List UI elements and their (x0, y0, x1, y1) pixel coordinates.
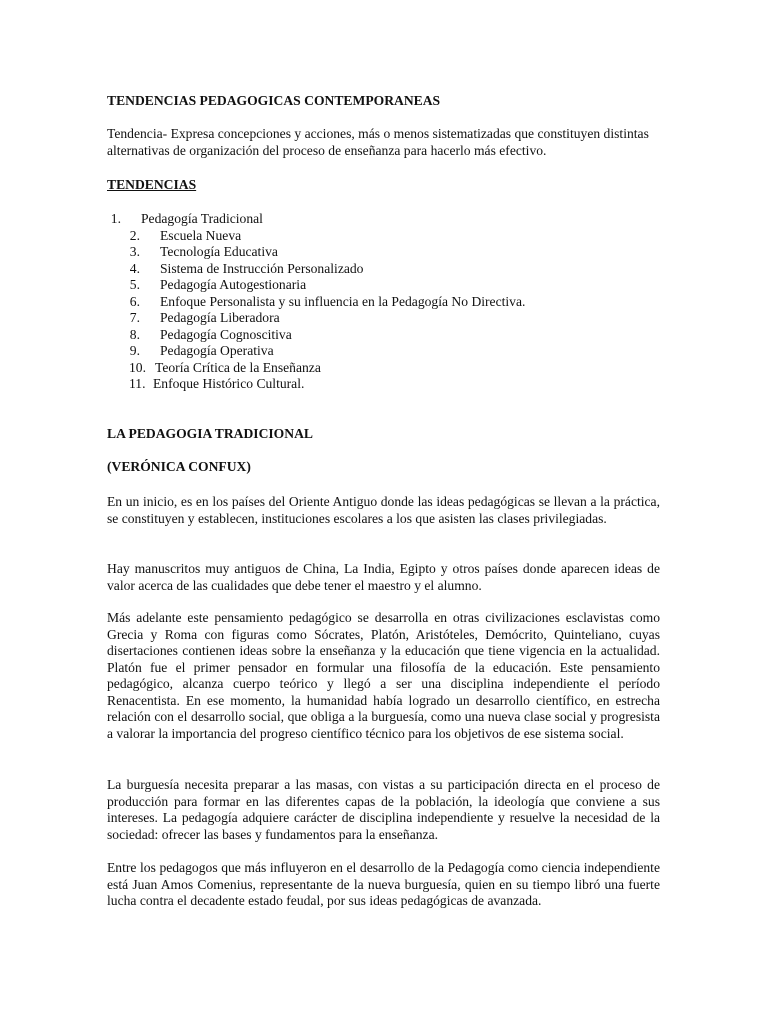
list-item-number: 11. (129, 376, 146, 391)
list-item-number: 10. (129, 359, 146, 375)
list-item-label: Pedagogía Autogestionaria (160, 277, 307, 292)
list-item (107, 343, 660, 360)
list-item-number: 5. (129, 277, 140, 292)
list-item-label: Pedagogía Tradicional (141, 211, 263, 226)
list-item (107, 228, 660, 245)
paragraph-4: La burguesía necesita preparar a las masas, con vistas a su participación directa en el proceso de producción para formar en las diferentes capas de la población, la ideología que conviene a sus intereses. La pedagogía adquiere carácter de disciplina independiente y resuelve la necesidad de la sociedad: ofrecer las bases y fundamentos para la enseñanza. (107, 777, 660, 842)
list-item (107, 327, 660, 344)
list-item (107, 244, 660, 261)
list-item-number: 6. (129, 293, 140, 309)
list-item-label: Sistema de Instrucción Personalizado (160, 260, 364, 276)
list-item-number: 9. (129, 343, 140, 358)
list-item-number: 3. (129, 244, 140, 259)
paragraph-5: Entre los pedagogos que más influyeron en el desarrollo de la Pedagogía como ciencia independiente está Juan Amos Comenius, representante de la nueva burguesía, quien en su tiempo libró una fuerte lucha contra el decadente estado feudal, por sus ideas pedagógicas de avanzada. (107, 860, 660, 908)
list-item-number: 7. (129, 310, 140, 325)
document-title: TENDENCIAS PEDAGOGICAS CONTEMPORANEAS (107, 93, 441, 108)
tendencias-list (107, 211, 660, 393)
list-item-label: Tecnología Educativa (160, 244, 278, 259)
list-item (107, 211, 660, 228)
list-item (107, 277, 660, 294)
list-item-label: Pedagogía Liberadora (160, 310, 280, 325)
list-item-number: 4. (129, 260, 140, 276)
list-item (107, 261, 660, 278)
list-item-number: 8. (129, 326, 140, 342)
list-item (107, 360, 660, 377)
list-item-label: Enfoque Personalista y su influencia en la Pedagogía No Directiva. (160, 293, 526, 309)
section-title: LA PEDAGOGIA TRADICIONAL (107, 426, 313, 441)
list-item (107, 376, 660, 393)
tendencias-heading: TENDENCIAS (107, 177, 197, 192)
list-item-number: 2. (129, 227, 140, 243)
list-item-number: 1. (110, 211, 121, 226)
list-item-label: Pedagogía Cognoscitiva (160, 326, 292, 342)
definition-paragraph: Tendencia- Expresa concepciones y acciones, más o menos sistematizadas que constituyen distintas alternativas de organización del proceso de enseñanza para hacerlo más efectivo. (107, 126, 649, 158)
paragraph-3: Más adelante este pensamiento pedagógico se desarrolla en otras civilizaciones esclavistas como Grecia y Roma con figuras como Sócrates, Platón, Aristóteles, Demócrito, Quinteliano, cuyas disertaciones contienen ideas sobre la enseñanza y la educación que tiene vigencia en la actualidad. Platón fue el primer pensador en formular una filosofía de la educación. Este pensamiento pedagógico, alcanza cuerpo teórico y llegó a ser una disciplina independiente el período Renacentista. En ese momento, la humanidad había logrado un desarrollo científico, en estrecha relación con el desarrollo social, que obliga a la burguesía, como una nueva clase social y progresista a valorar la importancia del progreso científico técnico para los objetivos de ese sistema social. (107, 610, 660, 741)
list-item-label: Teoría Crítica de la Enseñanza (155, 359, 321, 375)
list-item-label: Pedagogía Operativa (160, 343, 274, 358)
list-item (107, 310, 660, 327)
list-item-label: Enfoque Histórico Cultural. (153, 376, 305, 391)
paragraph-2: Hay manuscritos muy antiguos de China, La India, Egipto y otros países donde aparecen ideas de valor acerca de las cualidades que debe tener el maestro y el alumno. (107, 561, 660, 593)
list-item-label: Escuela Nueva (160, 227, 242, 243)
list-item (107, 294, 660, 311)
author-heading: (VERÓNICA CONFUX) (107, 459, 251, 474)
paragraph-1: En un inicio, es en los países del Oriente Antiguo donde las ideas pedagógicas se llevan a la práctica, se constituyen y establecen, instituciones escolares a los que asisten las clases privilegiadas. (107, 494, 660, 526)
